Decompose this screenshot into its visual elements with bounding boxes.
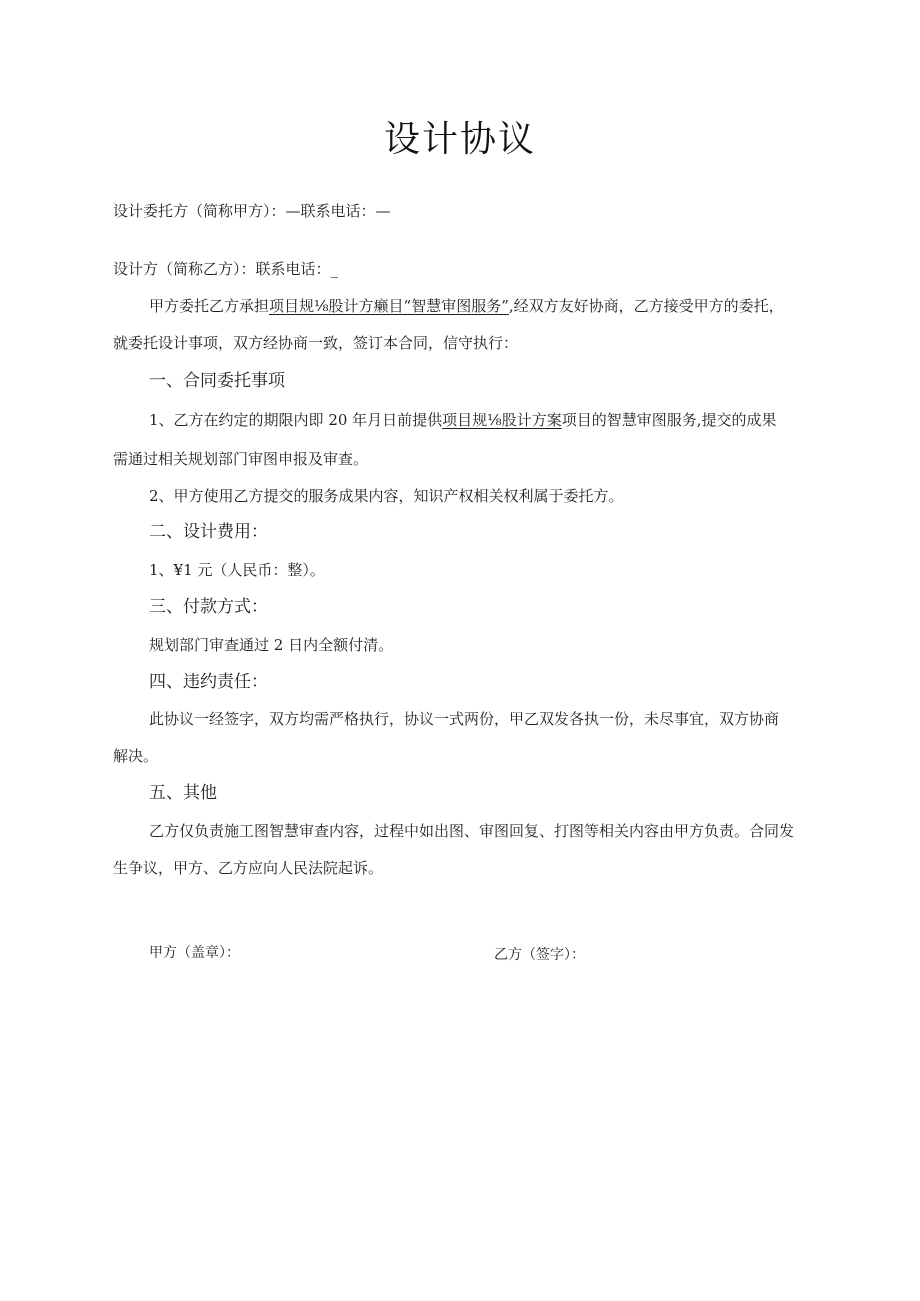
- section-3-heading: 三、付款方式：: [149, 597, 268, 617]
- client-party-line: 设计委托方（简称甲方）：—联系电话：—: [113, 202, 391, 220]
- document-title: 设计协议: [383, 119, 536, 160]
- section-5-text-continued: 生争议，甲方、乙方应向人民法院起诉。: [113, 859, 384, 877]
- intro-text-after: ,经双方友好协商，乙方接受甲方的委托，: [508, 297, 784, 315]
- section-4-heading: 四、违约责任：: [149, 672, 268, 692]
- section-3-text: 规划部门审查通过 2 日内全额付清。: [149, 636, 394, 654]
- section-2-heading: 二、设计费用：: [149, 522, 268, 542]
- section-1-item-1-before: 1、乙方在约定的期限内即 20 年月日前提供: [149, 411, 443, 429]
- section-2-item-1: 1、¥1 元（人民币：整）。: [149, 561, 325, 579]
- section-4-text-continued: 解决。: [113, 747, 159, 765]
- section-4-text: 此协议一经签字，双方均需严格执行，协议一式两份，甲乙双发各执一份，未尽事宜，双方协商: [149, 710, 780, 728]
- intro-text-before: 甲方委托乙方承担: [149, 297, 270, 315]
- section-1-item-2: 2、甲方使用乙方提交的服务成果内容，知识产权相关权利属于委托方。: [149, 487, 624, 505]
- section-1-item-1-continued: 需通过相关规划部门审图申报及审查。: [113, 450, 369, 468]
- designer-signature-label: 乙方（签字）：: [494, 947, 585, 963]
- section-5-text: 乙方仅负责施工图智慧审查内容，过程中如出图、审图回复、打图等相关内容由甲方负责。合同发: [149, 822, 795, 840]
- section-1-item-1-after: 项目的智慧审图服务,提交的成果: [561, 411, 777, 429]
- intro-project-name: 项目规⅛股计方癞目“智慧审图服务”: [269, 297, 509, 315]
- designer-party-line: 设计方（简称乙方）：联系电话：_: [113, 260, 339, 278]
- intro-paragraph-line-2: 就委托设计事项，双方经协商一致，签订本合同，信守执行：: [113, 334, 519, 352]
- section-1-item-1: [149, 410, 777, 430]
- client-signature-label: 甲方（盖章）：: [149, 945, 240, 961]
- section-1-heading: 一、合同委托事项: [149, 371, 285, 391]
- intro-paragraph-line-1: [149, 296, 784, 316]
- section-1-project-name: 项目规⅛股计方案: [442, 411, 562, 429]
- section-5-heading: 五、其他: [149, 783, 217, 803]
